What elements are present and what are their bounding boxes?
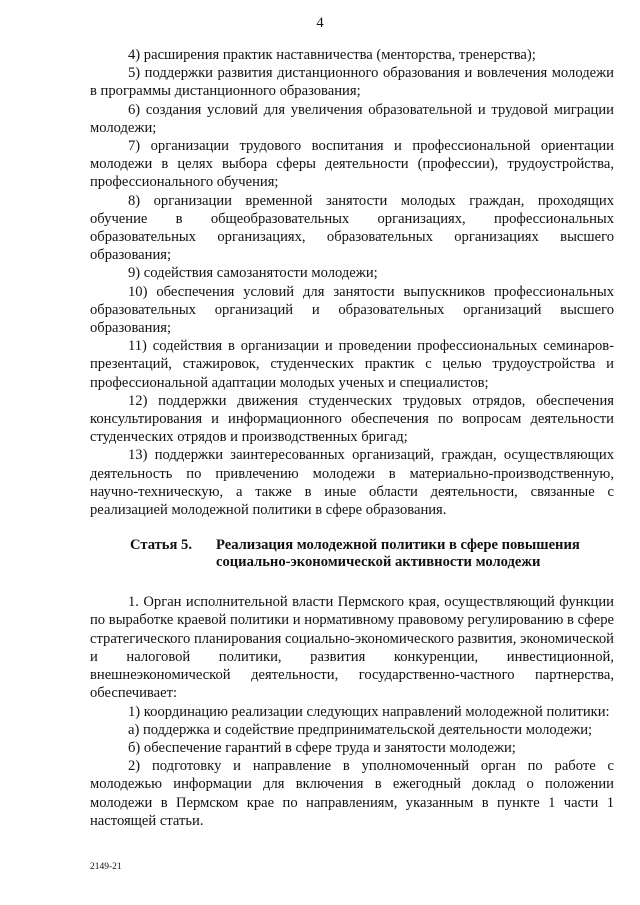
list-item: 13) поддержки заинтересованных организаций, граждан, осуществляющих деятельность по привлечению молодежи в материально-производственную, научно-техническую, а также в иные области деятельности, связанные с реализацией молодежной политики в сфере образования. (90, 447, 614, 519)
document-code: 2149-21 (90, 862, 122, 872)
paragraph: 1. Орган исполнительной власти Пермского края, осуществляющий функции по выработке краевой политики и нормативному правовому регулированию в сфере стратегического планирования социально-экономического развития, экономической и налоговой политики, развития конкуренции, инвестиционной, внешнеэкономической деятельности, государственно-частного партнерства, обеспечивает: (90, 594, 614, 702)
article-heading (90, 537, 614, 571)
list-item: 10) обеспечения условий для занятости выпускников профессиональных образовательных организаций и образовательных организаций высшего образования; (90, 283, 614, 337)
list-item: 12) поддержки движения студенческих трудовых отрядов, обеспечения консультирования и информационного обеспечения по вопросам деятельности студенческих отрядов и производственных бригад; (90, 392, 614, 446)
document-body (90, 46, 614, 830)
list-item: 11) содействия в организации и проведении профессиональных семинаров-презентаций, стажировок, студенческих практик с целью трудоустройства и профессиональной адаптации молодых ученых и специалистов; (90, 338, 614, 391)
paragraph: а) поддержка и содействие предпринимательской деятельности молодежи; (128, 721, 593, 738)
list-item: 7) организации трудового воспитания и профессиональной ориентации молодежи в целях выбора сферы деятельности (профессии), трудоустройства, профессионального обучения; (90, 138, 614, 191)
list-item: 9) содействия самозанятости молодежи; (128, 265, 378, 282)
paragraph: 2) подготовку и направление в уполномоченный орган по работе с молодежью информации для включения в ежегодный доклад о положении молодежи в Пермском крае по направлениям, указанным в пункте 1 части 1 настоящей статьи. (90, 758, 614, 829)
page-number: 4 (316, 15, 324, 31)
paragraph: 1) координацию реализации следующих направлений молодежной политики: (128, 703, 610, 720)
paragraph: б) обеспечение гарантий в сфере труда и занятости молодежи; (128, 739, 516, 756)
list-item: 8) организации временной занятости молодых граждан, проходящих обучение в общеобразовательных организациях, профессиональных образовательных организациях, образовательных организациях высшего образования; (90, 192, 614, 264)
spacer (90, 571, 614, 593)
list-item: 4) расширения практик наставничества (менторства, тренерства); (128, 47, 536, 63)
list-item: 5) поддержки развития дистанционного образования и вовлечения молодежи в программы дистанционного образования; (90, 65, 614, 100)
article-label: Статья 5. (130, 537, 192, 554)
list-item: 6) создания условий для увеличения образовательной и трудовой миграции молодежи; (90, 101, 614, 136)
article-title: Реализация молодежной политики в сфере повышения социально-экономической активности молодежи (216, 537, 580, 571)
